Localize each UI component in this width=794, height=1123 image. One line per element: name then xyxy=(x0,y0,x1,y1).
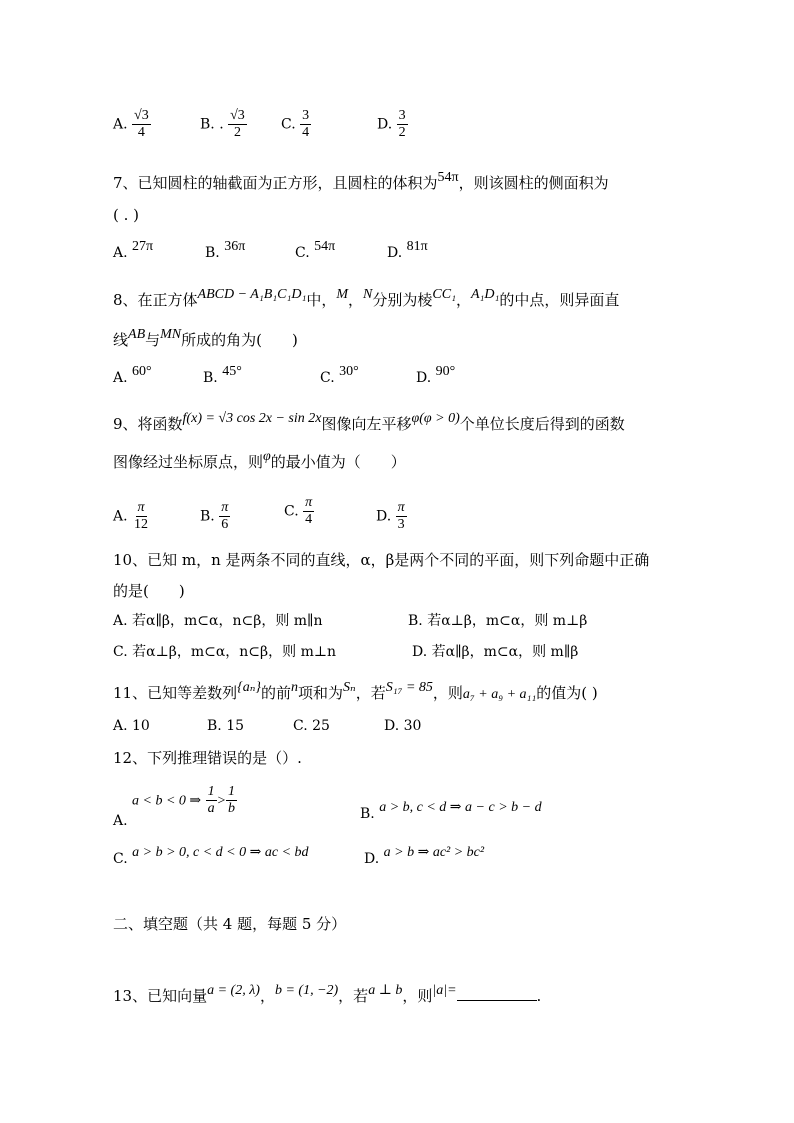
q13-text: . xyxy=(536,987,542,1005)
option-letter: C. xyxy=(295,245,310,261)
option-letter: B. xyxy=(203,370,218,386)
q8-point-n: N xyxy=(363,287,373,302)
option-letter: D. xyxy=(416,370,432,386)
option-letter: C. xyxy=(113,851,128,867)
q13-text: 13、已知向量 xyxy=(113,987,208,1005)
q13-perpendicular: a ⊥ b xyxy=(368,983,403,998)
option-letter: C. xyxy=(320,370,335,386)
option-letter: A. xyxy=(113,812,128,829)
q8-text: 中， xyxy=(306,291,337,309)
option-math: a > b, c < d ⇒ a − c > b − d xyxy=(379,800,542,815)
fraction xyxy=(396,500,407,533)
denominator: 3 xyxy=(397,517,405,532)
q11-sum: a₇ + a₉ + a₁₁ xyxy=(462,687,537,702)
option-letter: B. xyxy=(205,245,220,261)
q8-text: 与 xyxy=(145,331,161,349)
q7-option-b xyxy=(205,239,246,263)
option-letter: A. xyxy=(113,245,128,261)
q8-option-b xyxy=(203,364,242,388)
q13-stem xyxy=(113,983,542,1008)
q9-stem-line1 xyxy=(113,411,625,436)
denominator: 4 xyxy=(305,512,313,527)
q7-stem xyxy=(113,170,609,195)
q13-vector-b: b = (1, −2) xyxy=(274,983,339,998)
option-value: 27π xyxy=(132,239,154,254)
numerator: π xyxy=(305,495,313,510)
option-math: a > b ⇒ ac² > bc² xyxy=(383,845,485,860)
q8-line-mn: MN xyxy=(160,327,182,342)
denominator: 2 xyxy=(398,125,406,140)
numerator: 1 xyxy=(228,784,236,799)
q7-volume: 54π xyxy=(437,170,459,185)
fraction xyxy=(219,500,230,533)
option-value: 36π xyxy=(224,239,246,254)
q10-option-a: A. 若α∥β，m⊂α，n⊂β，则 m∥n xyxy=(113,613,323,629)
option-value: 81π xyxy=(406,239,428,254)
q10-option-c: C. 若α⊥β，m⊂α，n⊂β，则 m⊥n xyxy=(113,644,337,660)
fraction xyxy=(397,108,408,141)
q12-option-b xyxy=(360,800,542,824)
q11-text: 的值为( ) xyxy=(536,684,598,702)
numerator: 3 xyxy=(398,108,406,123)
q12-option-c xyxy=(113,845,309,869)
numerator: 1 xyxy=(207,784,215,799)
q10-option-b: B. 若α⊥β，m⊂α，则 m⊥β xyxy=(408,613,588,629)
option-letter: B. xyxy=(207,718,222,734)
denominator: 4 xyxy=(137,125,145,140)
q6-option-b xyxy=(200,108,247,141)
denominator: 2 xyxy=(233,125,241,140)
numerator: √3 xyxy=(134,108,149,123)
q9-function: f(x) = √3 cos 2x − sin 2x xyxy=(182,411,322,426)
q9-option-c xyxy=(284,495,314,528)
option-value: 90° xyxy=(435,364,456,379)
q13-text: ， xyxy=(259,987,275,1005)
fraction xyxy=(132,108,151,141)
q8-text: ， xyxy=(455,291,471,309)
answer-blank[interactable] xyxy=(457,986,537,1001)
option-value: 25 xyxy=(312,718,330,734)
option-letter: A. xyxy=(113,116,128,133)
option-letter: B. xyxy=(200,508,215,525)
q10-stem-line2: 的是( ) xyxy=(113,582,185,600)
q11-n: n xyxy=(290,680,298,695)
denominator: 4 xyxy=(302,125,310,140)
q9-text: 的最小值为（ ） xyxy=(270,453,406,471)
denominator: a xyxy=(207,801,215,816)
q11-option-d xyxy=(384,717,421,735)
option-letter: B. xyxy=(360,806,375,822)
q7-option-a xyxy=(113,239,154,263)
q8-text: 8、在正方体 xyxy=(113,291,198,309)
numerator: π xyxy=(137,500,145,515)
q8-point-m: M xyxy=(336,287,349,302)
q8-text: 所成的角为( ) xyxy=(181,331,298,349)
fraction xyxy=(303,495,314,528)
numerator: 3 xyxy=(302,108,310,123)
q9-text: 9、将函数 xyxy=(113,415,183,433)
q11-text: ，则 xyxy=(432,684,463,702)
fraction xyxy=(226,784,237,817)
numerator: √3 xyxy=(230,108,245,123)
option-letter: A. xyxy=(113,718,128,734)
option-value: 10 xyxy=(132,718,150,734)
q8-text: ， xyxy=(348,291,364,309)
q11-s17: S₁₇ = 85 xyxy=(385,680,433,695)
q9-option-a xyxy=(113,500,150,533)
fraction xyxy=(300,108,311,141)
q9-phi: φ xyxy=(263,449,271,464)
q9-option-d xyxy=(376,500,407,533)
option-letter: A. xyxy=(113,508,128,525)
q7-option-d xyxy=(387,239,428,263)
q13-text: ，若 xyxy=(338,987,369,1005)
q8-text: 线 xyxy=(113,331,129,349)
option-letter: D. xyxy=(387,245,403,261)
q8-option-a xyxy=(113,364,152,388)
section-heading: 二、填空题（共 4 题，每题 5 分） xyxy=(113,915,347,933)
option-letter: D. xyxy=(376,508,392,525)
q12-stem: 12、下列推理错误的是（）. xyxy=(113,749,302,767)
option-value: 60° xyxy=(132,364,152,379)
option-letter: B. xyxy=(200,116,215,133)
option-math: a < b < 0 ⇒ xyxy=(132,793,202,809)
numerator: π xyxy=(397,500,405,515)
q11-option-a xyxy=(113,717,150,735)
option-letter: C. xyxy=(284,503,299,520)
q8-cube: ABCD − A₁B₁C₁D₁ xyxy=(197,287,307,302)
option-letter: C. xyxy=(281,116,296,133)
option-math: a > b > 0, c < d < 0 ⇒ ac < bd xyxy=(132,845,309,860)
q8-stem-line1 xyxy=(113,287,620,312)
q6-option-d xyxy=(377,108,408,141)
denominator: b xyxy=(228,801,236,816)
option-letter: D. xyxy=(384,718,400,734)
fraction xyxy=(132,500,150,533)
fraction xyxy=(206,784,217,817)
denominator: 12 xyxy=(134,517,149,532)
q10-option-d: D. 若α∥β，m⊂α，则 m∥β xyxy=(412,644,579,660)
q11-text: 项和为 xyxy=(297,684,343,702)
option-value: 30° xyxy=(339,364,359,379)
option-letter: D. xyxy=(377,116,393,133)
q11-text: 的前 xyxy=(260,684,291,702)
q9-option-b xyxy=(200,500,230,533)
q9-text: 图像向左平移 xyxy=(321,415,412,433)
q13-magnitude: |a|= xyxy=(432,983,457,998)
option-value: 15 xyxy=(226,718,245,734)
q7-paren: ( . ) xyxy=(113,206,140,224)
q9-shift: φ(φ > 0) xyxy=(411,411,460,426)
operator: > xyxy=(216,793,227,809)
option-letter: C. xyxy=(293,718,308,734)
q6-option-a xyxy=(113,108,151,141)
option-letter: D. xyxy=(364,851,380,867)
q11-option-b xyxy=(207,717,244,735)
option-value: 54π xyxy=(314,239,336,254)
q13-vector-a: a = (2, λ) xyxy=(207,983,260,998)
q8-stem-line2 xyxy=(113,327,298,352)
q8-line-ab: AB xyxy=(128,327,146,342)
q11-text: ，若 xyxy=(355,684,386,702)
q8-edge-a1d1: A₁D₁ xyxy=(470,287,500,302)
fraction xyxy=(228,108,247,141)
q7-option-c xyxy=(295,239,336,263)
q9-stem-line2 xyxy=(113,449,406,474)
q13-text: ，则 xyxy=(402,987,433,1005)
q8-edge-cc1: CC₁ xyxy=(432,287,456,302)
q7-text: ，则该圆柱的侧面积为 xyxy=(458,174,609,192)
q12-option-a xyxy=(113,784,237,829)
q9-text: 个单位长度后得到的函数 xyxy=(459,415,625,433)
q12-option-d xyxy=(364,845,485,869)
denominator: 6 xyxy=(221,517,229,532)
q11-sn: Sₙ xyxy=(343,680,356,695)
q8-text: 分别为棱 xyxy=(372,291,433,309)
q11-sequence: {aₙ} xyxy=(237,680,261,695)
q8-option-c xyxy=(320,364,359,388)
q10-stem-line1: 10、已知 m，n 是两条不同的直线，α，β是两个不同的平面，则下列命题中正确 xyxy=(113,551,650,569)
q7-text: 7、已知圆柱的轴截面为正方形，且圆柱的体积为 xyxy=(113,174,438,192)
option-letter: A. xyxy=(113,370,128,386)
option-value: 30 xyxy=(403,718,422,734)
q6-option-c xyxy=(281,108,311,141)
q8-text: 的中点，则异面直 xyxy=(499,291,620,309)
q11-option-c xyxy=(293,717,330,735)
numerator: π xyxy=(221,500,229,515)
option-value: 45° xyxy=(222,364,242,379)
q11-stem xyxy=(113,680,598,705)
q9-text: 图像经过坐标原点，则 xyxy=(113,453,264,471)
q11-text: 11、已知等差数列 xyxy=(113,684,238,702)
q8-option-d xyxy=(416,364,456,388)
stray-mark: . xyxy=(219,116,224,133)
